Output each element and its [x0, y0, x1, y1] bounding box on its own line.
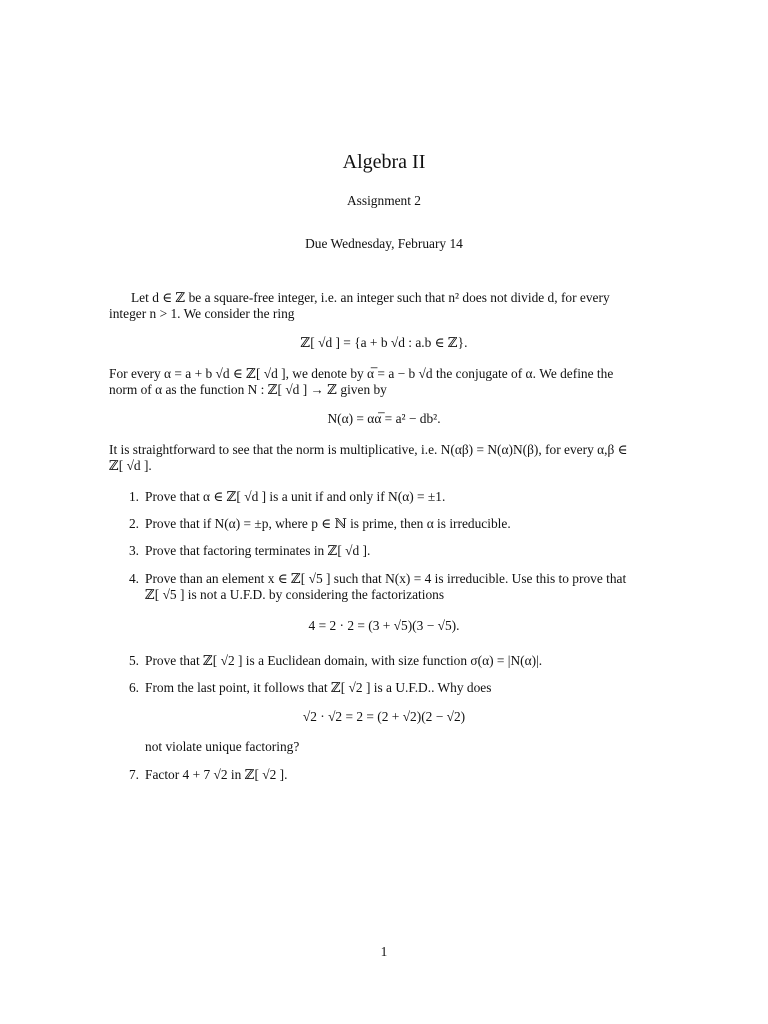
- intro-line-1: Let d ∈ ℤ be a square-free integer, i.e. an integer such that n² does not divide d, for every: [131, 290, 610, 305]
- problem-1-text: Prove that α ∈ ℤ[ √d ] is a unit if and only if N(α) = ±1.: [145, 489, 446, 504]
- intro-line-2: integer n > 1. We consider the ring: [109, 306, 295, 321]
- problem-5-number: 5.: [128, 653, 139, 668]
- due-date: Due Wednesday, February 14: [305, 236, 463, 251]
- intro-paragraph: [109, 290, 658, 322]
- problem-4-line-1: Prove than an element x ∈ ℤ[ √5 ] such that N(x) = 4 is irreducible. Use this to prove that: [145, 571, 627, 586]
- problem-4-equation: 4 = 2 · 2 = (3 + √5)(3 − √5).: [308, 618, 460, 633]
- problem-6-equation: √2 · √2 = 2 = (2 + √2)(2 − √2): [302, 709, 466, 724]
- ring-definition: ℤ[ √d ] = {a + b √d : a.b ∈ ℤ}.: [300, 335, 468, 350]
- problem-2-text: Prove that if N(α) = ±p, where p ∈ ℕ is prime, then α is irreducible.: [145, 516, 511, 531]
- problem-3-text: Prove that factoring terminates in ℤ[ √d ].: [145, 543, 371, 558]
- problem-5-text: Prove that ℤ[ √2 ] is a Euclidean domain, with size function σ(α) = |N(α)|.: [145, 653, 543, 668]
- problem-4-number: 4.: [128, 571, 139, 586]
- multiplicative-line-1: It is straightforward to see that the norm is multiplicative, i.e. N(αβ) = N(α)N(β), for every α,β ∈: [109, 442, 628, 457]
- document-title: Algebra II: [342, 151, 426, 173]
- multiplicative-paragraph: [109, 442, 658, 474]
- problem-4-line-2: ℤ[ √5 ] is not a U.F.D. by considering the factorizations: [145, 587, 445, 602]
- conjugate-line-2: norm of α as the function N : ℤ[ √d ] → ℤ given by: [109, 382, 387, 397]
- problem-6-text: From the last point, it follows that ℤ[ √2 ] is a U.F.D.. Why does: [145, 680, 492, 695]
- problem-6-number: 6.: [128, 680, 139, 695]
- problem-6-after: not violate unique factoring?: [145, 739, 300, 754]
- problem-2-number: 2.: [128, 516, 139, 531]
- problem-4-text: [145, 571, 658, 603]
- multiplicative-line-2: ℤ[ √d ].: [109, 458, 152, 473]
- conjugate-line-1: For every α = a + b √d ∈ ℤ[ √d ], we denote by α̅ = a − b √d the conjugate of α. We define the: [109, 366, 614, 381]
- norm-definition: N(α) = αα̅ = a² − db².: [327, 411, 441, 426]
- problem-7-text: Factor 4 + 7 √2 in ℤ[ √2 ].: [145, 767, 288, 782]
- page-number: 1: [380, 944, 388, 959]
- problem-3-number: 3.: [128, 543, 139, 558]
- problem-7-number: 7.: [128, 767, 139, 782]
- problem-1-number: 1.: [128, 489, 139, 504]
- assignment-subtitle: Assignment 2: [346, 193, 422, 208]
- conjugate-paragraph: [109, 366, 658, 398]
